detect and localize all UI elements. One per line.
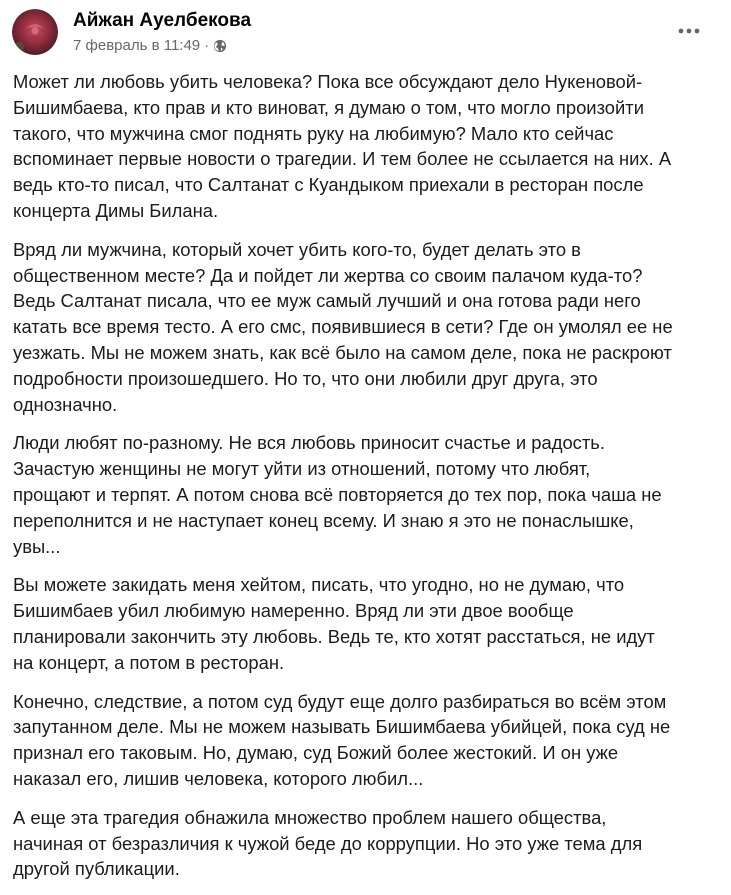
author-name[interactable]: Айжан Ауелбекова	[73, 10, 252, 31]
avatar[interactable]	[12, 9, 58, 55]
post-paragraph: Может ли любовь убить человека? Пока все обсуждают дело Нукеновой- Бишимбаева, кто прав и кто виноват, я думаю о том, что могло произойти такого, что мужчина смог поднять руку на любимую? Мало кто сейчас вспоминает первые новости о трагедии. И тем более не ссылается на них. А ведь кто-то писал, что Салтанат с Куандыком приехали в ресторан после концерта Димы Билана.	[13, 71, 672, 221]
post-paragraph: Вы можете закидать меня хейтом, писать, что угодно, но не думаю, что Бишимбаев убил любимую намеренно. Вряд ли эти двое вообще планировали закончить эту любовь. Ведь те, кто хотят расстаться, не идут на концерт, а потом в ресторан.	[13, 574, 655, 673]
meta-separator: ·	[204, 37, 210, 54]
globe-icon[interactable]	[213, 39, 227, 53]
post-paragraph: Конечно, следствие, а потом суд будут еще долго разбираться во всём этом запутанном деле. Мы не можем называть Бишимбаева убийцей, пока суд не признал его таковым. Но, думаю, суд Божий более жестокий. И он уже наказал его, лишив человека, которого любил...	[13, 690, 671, 789]
post-timestamp[interactable]: 7 февраль в 11:49	[73, 37, 201, 54]
more-options-icon[interactable]	[672, 18, 706, 44]
post-paragraph: А еще эта трагедия обнажила множество проблем нашего общества, начиная от безразличия к чужой беде до коррупции. Но это уже тема для другой публикации.	[13, 806, 643, 880]
avatar-rose-image	[12, 9, 58, 55]
post-meta	[73, 37, 227, 54]
post-text	[13, 69, 719, 895]
post-header	[0, 0, 731, 66]
post-paragraph: Люди любят по-разному. Не вся любовь приносит счастье и радость. Зачастую женщины не могут уйти из отношений, потому что любят, прощают и терпят. А потом снова всё повторяется до тех пор, пока чаша не переполнится и не наступает конец всему. И знаю я это не понаслышке, увы...	[13, 432, 662, 557]
post-paragraph: Вряд ли мужчина, который хочет убить кого-то, будет делать это в общественном месте? Да и пойдет ли жертва со своим палачом куда-то? Ведь Салтанат писала, что ее муж самый лучший и она готова ради него катать все время тесто. А его смс, появившиеся в сети? Где он умолял ее не уезжать. Мы не можем знать, как всё было на самом деле, пока не раскроют подробности произошедшего. Но то, что они любили друг друга, это однозначно.	[13, 238, 673, 415]
